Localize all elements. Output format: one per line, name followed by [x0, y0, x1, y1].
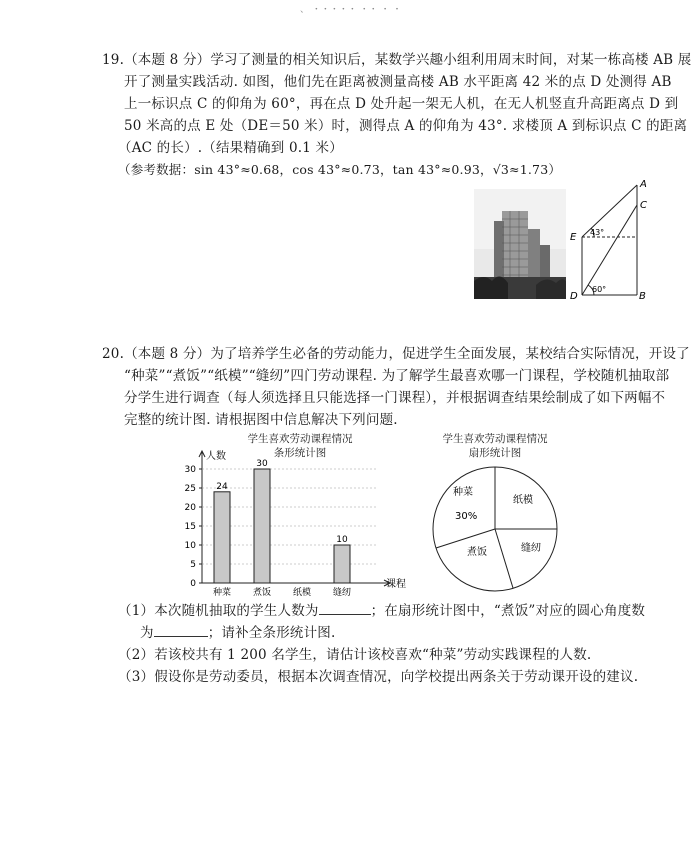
pie-label-fengren: 缝纫: [521, 543, 541, 554]
pie-chart-subtitle: 扇形统计图: [468, 447, 522, 459]
q19-line-3: 上一标识点 C 的仰角为 60°，再在点 D 处升起一架无人机，在无人机竖直升高距离点 D 到: [124, 96, 679, 112]
bar-y-tick-label: 30: [184, 465, 196, 475]
building-photo: [474, 189, 566, 299]
pie-label-zhimo: 纸模: [513, 495, 533, 506]
q20-sub1-prefix: （1）本次随机抽取的学生人数为: [118, 603, 319, 619]
bar-value-label: 10: [336, 535, 348, 545]
bar-x-axis-label: 课程: [386, 579, 406, 590]
bar-category-label: 缝纫: [332, 588, 352, 598]
bar-y-tick-label: 5: [190, 560, 196, 570]
q20-sub3: （3）假设你是劳动委员，根据本次调查情况，向学校提出两条关于劳动课开设的建议.: [118, 669, 639, 685]
bar-chart-title: 学生喜欢劳动课程情况: [247, 433, 353, 445]
bar-0: [214, 492, 230, 583]
pie-label-zhongcai: 种菜: [453, 487, 473, 498]
bar-y-axis-label: 人数: [206, 451, 226, 462]
q20-line-3: 分学生进行调查（每人须选择且只能选择一门课程），并根据调查结果绘制成了如下两幅不: [124, 390, 666, 406]
q20-sub1-line2: [140, 622, 336, 644]
pie-label-zhufan: 煮饭: [467, 547, 487, 558]
bar-y-tick-label: 0: [190, 579, 196, 589]
bar-category-label: 纸模: [292, 588, 312, 598]
answer-blank-total[interactable]: [319, 600, 371, 615]
bar-chart-subtitle: 条形统计图: [273, 447, 327, 459]
pie-divider-left: [436, 529, 495, 548]
angle-60-label: 60°: [592, 285, 607, 294]
q20-line-2: “种菜”“煮饭”“纸模”“缝纫”四门劳动课程. 为了解学生最喜欢哪一门课程，学校随机抽取部: [124, 368, 670, 384]
bar-y-tick-label: 10: [184, 541, 196, 551]
bar-3: [334, 545, 350, 583]
bar-1: [254, 469, 270, 583]
label-e: E: [570, 232, 577, 243]
pie-chart: [425, 459, 565, 599]
q19-line-4: 50 米高的点 E 处（DE＝50 米）时，测得点 A 的仰角为 43°. 求楼顶 A 到标识点 C 的距离: [124, 118, 688, 134]
pie-value-zhongcai: 30%: [455, 511, 478, 522]
label-a: A: [640, 179, 647, 190]
header-fragment: 、 ・・・・・ ・・ ・ ・: [300, 5, 402, 15]
bar-y-tick-label: 15: [184, 522, 196, 532]
bar-value-label: 24: [216, 481, 228, 492]
pie-chart-title: 学生喜欢劳动课程情况: [442, 433, 548, 445]
q20-sub2: （2）若该校共有 1 200 名学生，请估计该校喜欢“种菜”劳动实践课程的人数.: [118, 647, 592, 663]
q20-sub1-line1: [118, 600, 645, 622]
bar-y-tick-label: 20: [184, 503, 196, 513]
q19-line-2: 开了测量实践活动. 如图，他们先在距离被测量高楼 AB 水平距离 42 米的点 D 处测得 AB: [124, 74, 672, 90]
geometry-figure: [566, 175, 656, 305]
label-b: B: [639, 291, 646, 302]
label-c: C: [640, 200, 647, 211]
bar-value-label: 30: [256, 459, 268, 469]
q19-line-5: （AC 的长）.（结果精确到 0.1 米）: [118, 140, 343, 156]
q20-sub1-mid: ；在扇形统计图中，“煮饭”对应的圆心角度数: [370, 603, 646, 619]
bar-y-tick-label: 25: [184, 484, 196, 494]
q20-line-1: 20.（本题 8 分）为了培养学生必备的劳动能力，促进学生全面发展，某校结合实际情况，开设了: [102, 346, 690, 362]
bar-category-label: 种菜: [212, 588, 232, 598]
pie-divider-bottom: [495, 529, 513, 588]
q20-sub1-wei: 为: [140, 625, 154, 641]
line-dc: [582, 205, 637, 295]
q19-reference: （参考数据：sin 43°≈0.68，cos 43°≈0.73，tan 43°≈0.93，√3≈1.73）: [118, 162, 562, 177]
q20-line-4: 完整的统计图. 请根据图中信息解决下列问题.: [124, 412, 398, 428]
answer-blank-angle[interactable]: [154, 622, 208, 637]
label-d: D: [570, 291, 578, 302]
angle-43-label: 43°: [590, 228, 605, 237]
bar-category-label: 煮饭: [252, 588, 272, 598]
q19-line-1: 19.（本题 8 分）学习了测量的相关知识后，某数学兴趣小组利用周末时间，对某一栋高楼 AB 展: [102, 52, 692, 68]
q20-sub1-end: ；请补全条形统计图.: [207, 625, 336, 641]
bar-chart: [180, 445, 410, 605]
